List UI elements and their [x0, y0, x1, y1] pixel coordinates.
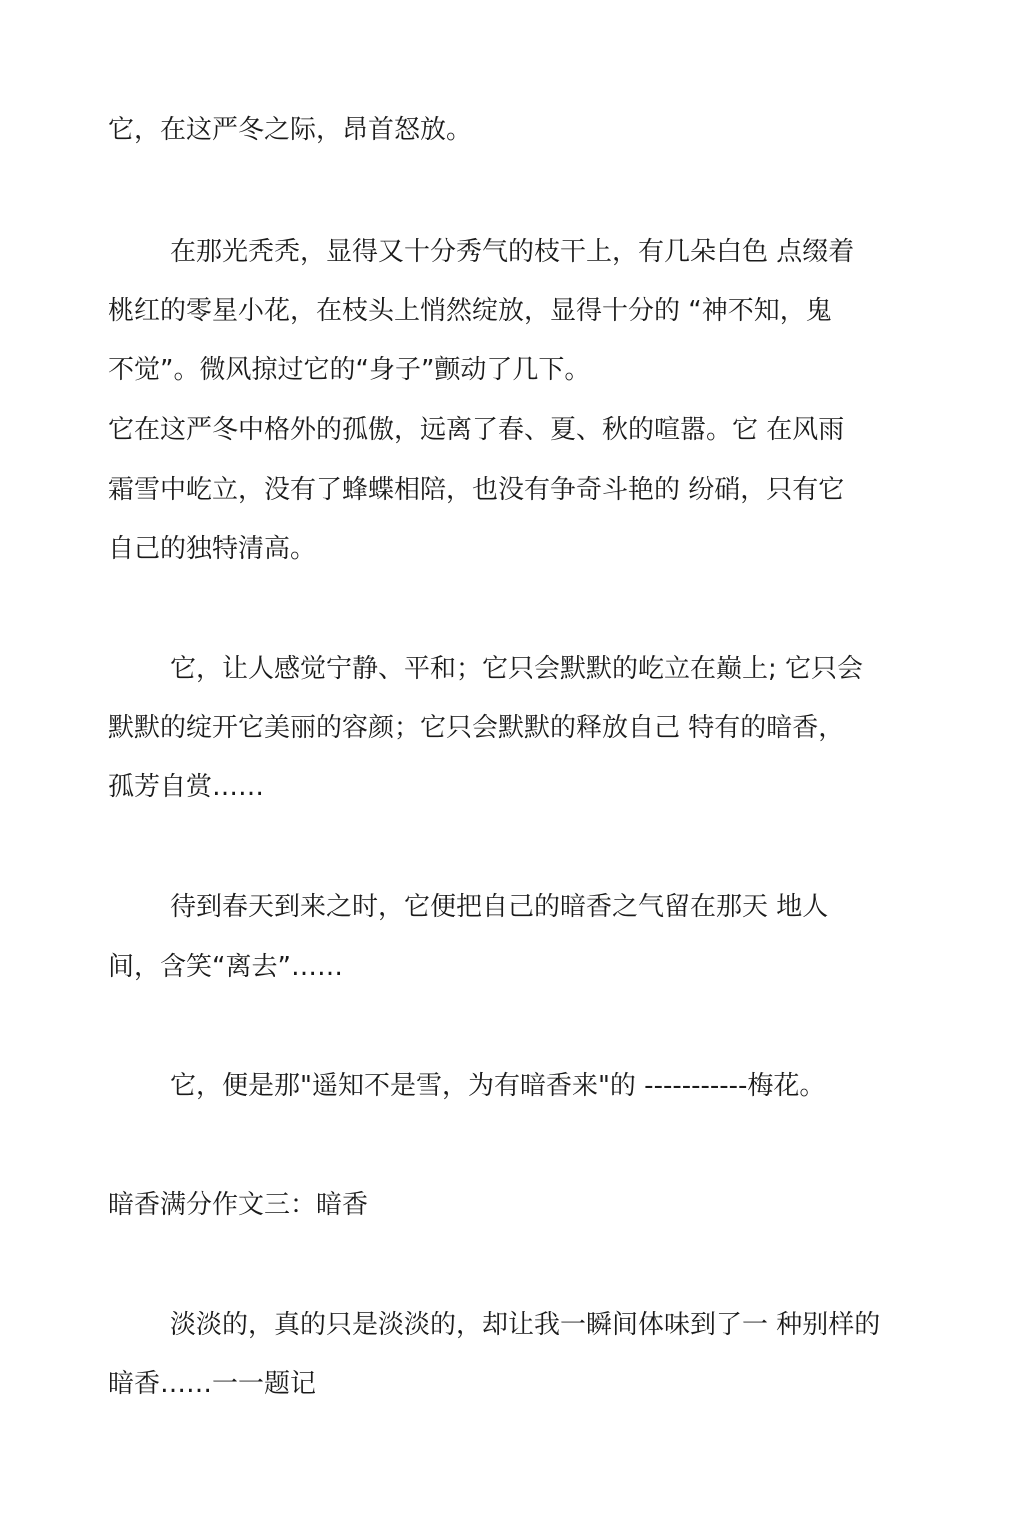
section-heading: 暗香满分作文三：暗香 — [108, 1190, 369, 1220]
text-line: 自己的独特清高。 — [108, 534, 317, 564]
text-line: 它，便是那"遥知不是雪，为有暗香来"的 -----------梅花。 — [170, 1071, 826, 1101]
text-line: 默默的绽开它美丽的容颜；它只会默默的释放自己 特有的暗香， — [108, 713, 845, 743]
text-line: 在那光秃秃，显得又十分秀气的枝干上，有几朵白色 点缀着 — [170, 237, 855, 267]
text-line: 淡淡的，真的只是淡淡的，却让我一瞬间体味到了一 种别样的 — [170, 1310, 881, 1340]
text-line: 不觉”。微风掠过它的“身子”颤动了几下。 — [108, 355, 591, 385]
text-line: 间，含笑“离去”…… — [108, 952, 343, 982]
text-line: 它在这严冬中格外的孤傲，远离了春、夏、秋的喧嚣。它 在风雨 — [108, 415, 845, 445]
text-line: 它，在这严冬之际，昂首怒放。 — [108, 115, 473, 145]
text-line: 它，让人感觉宁静、平和；它只会默默的屹立在巅上; 它只会 — [170, 654, 864, 684]
text-line: 霜雪中屹立，没有了蜂蝶相陪，也没有争奇斗艳的 纷硝，只有它 — [108, 475, 845, 505]
text-line: 桃红的零星小花，在枝头上悄然绽放，显得十分的 “神不知，鬼 — [108, 296, 832, 326]
text-line: 暗香……一一题记 — [108, 1369, 317, 1399]
text-line: 孤芳自赏…… — [108, 772, 265, 802]
text-line: 待到春天到来之时，它便把自己的暗香之气留在那天 地人 — [170, 892, 829, 922]
